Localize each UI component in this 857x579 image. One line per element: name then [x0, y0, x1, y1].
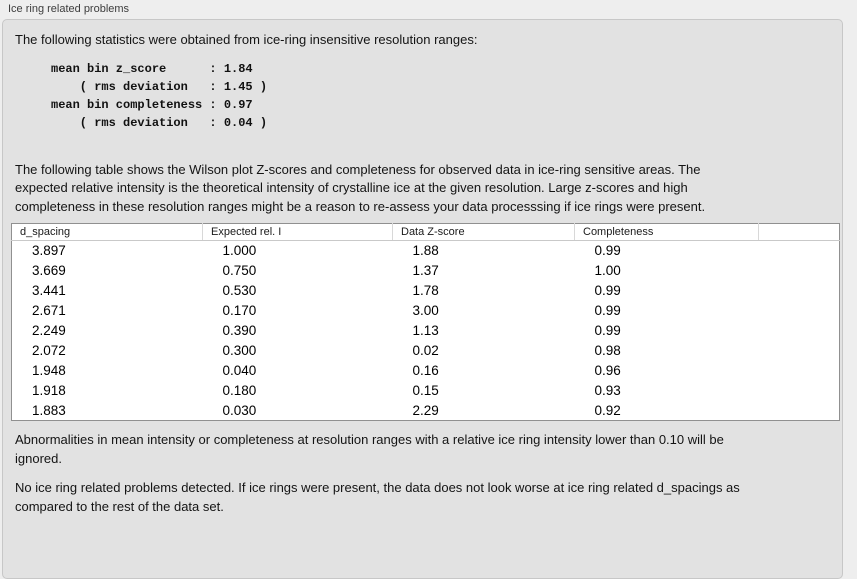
- cell-completeness: 1.00: [594, 263, 621, 278]
- cell-spacer: [759, 321, 840, 341]
- cell-completeness: 0.99: [594, 283, 621, 298]
- stat-mean-bin-completeness: mean bin completeness : 0.97: [51, 97, 253, 112]
- ice-ring-table: [11, 223, 840, 421]
- note-conclusion: No ice ring related problems detected. If ice rings were present, the data does not look worse at ice ring related d_spacings as compared to the rest of the data set.: [15, 480, 740, 514]
- cell-d-spacing: 1.918: [32, 383, 66, 398]
- cell-completeness: 0.99: [594, 323, 621, 338]
- table-row[interactable]: [12, 341, 840, 361]
- stat-completeness-rms-deviation: ( rms deviation : 0.04 ): [51, 115, 268, 130]
- table-row[interactable]: [12, 361, 840, 381]
- cell-spacer: [759, 361, 840, 381]
- cell-expected-rel-i: 0.390: [222, 323, 257, 338]
- ice-ring-panel: [2, 19, 843, 579]
- cell-expected-rel-i: 0.180: [222, 383, 257, 398]
- cell-data-z-score: 0.02: [412, 343, 439, 358]
- cell-expected-rel-i: 0.040: [222, 363, 257, 378]
- cell-data-z-score: 0.16: [412, 363, 439, 378]
- cell-spacer: [759, 401, 840, 421]
- table-description: The following table shows the Wilson plot Z-scores and completeness for observed data in ice-ring sensitive areas. The expected relative intensity is the theoretical intensity of crystalline ice at the given resolution. Large z-scores and high completeness in these resolution ranges might be a reason to re-assess your data processsing if ice rings were present.: [15, 161, 706, 214]
- cell-completeness: 0.98: [594, 343, 621, 358]
- column-header-d-spacing[interactable]: d_spacing: [12, 224, 203, 241]
- cell-data-z-score: 1.78: [412, 283, 439, 298]
- stat-z-score-rms-deviation: ( rms deviation : 1.45 ): [51, 79, 268, 94]
- cell-d-spacing: 3.669: [32, 263, 66, 278]
- cell-d-spacing: 2.671: [32, 303, 66, 318]
- cell-data-z-score: 0.15: [412, 383, 439, 398]
- column-header-spacer: [759, 224, 840, 241]
- cell-data-z-score: 1.37: [412, 263, 439, 278]
- table-row[interactable]: [12, 281, 840, 301]
- cell-spacer: [759, 381, 840, 401]
- cell-expected-rel-i: 0.030: [222, 402, 257, 418]
- cell-spacer: [759, 241, 840, 261]
- cell-completeness: 0.99: [594, 303, 621, 318]
- cell-d-spacing: 1.948: [32, 363, 66, 378]
- cell-data-z-score: 2.29: [412, 402, 439, 418]
- cell-data-z-score: 3.00: [412, 303, 439, 318]
- stats-block: [51, 60, 830, 132]
- panel-title: Ice ring related problems: [8, 3, 130, 15]
- cell-completeness: 0.96: [594, 363, 621, 378]
- column-header-completeness[interactable]: Completeness: [575, 224, 759, 241]
- cell-d-spacing: 3.897: [32, 243, 66, 259]
- cell-d-spacing: 3.441: [32, 283, 66, 298]
- cell-d-spacing: 2.249: [32, 323, 66, 338]
- table-row[interactable]: [12, 321, 840, 341]
- cell-d-spacing: 1.883: [32, 402, 66, 418]
- cell-d-spacing: 2.072: [32, 343, 66, 358]
- note-abnormalities: Abnormalities in mean intensity or completeness at resolution ranges with a relative ice ring intensity lower than 0.10 will be ignored.: [15, 432, 724, 466]
- cell-spacer: [759, 281, 840, 301]
- table-row[interactable]: [12, 241, 840, 261]
- intro-text: The following statistics were obtained from ice-ring insensitive resolution ranges:: [15, 32, 478, 47]
- cell-expected-rel-i: 0.750: [222, 263, 257, 278]
- cell-expected-rel-i: 0.300: [222, 343, 257, 358]
- stat-mean-bin-z-score: mean bin z_score : 1.84: [51, 61, 253, 76]
- cell-spacer: [759, 341, 840, 361]
- cell-spacer: [759, 261, 840, 281]
- cell-expected-rel-i: 0.530: [222, 283, 257, 298]
- cell-completeness: 0.93: [594, 383, 621, 398]
- cell-completeness: 0.99: [594, 243, 621, 259]
- column-header-expected-rel-i[interactable]: Expected rel. I: [203, 224, 393, 241]
- cell-data-z-score: 1.13: [412, 323, 439, 338]
- cell-expected-rel-i: 1.000: [222, 243, 257, 259]
- table-row[interactable]: [12, 401, 840, 421]
- cell-spacer: [759, 301, 840, 321]
- cell-expected-rel-i: 0.170: [222, 303, 257, 318]
- cell-data-z-score: 1.88: [412, 243, 439, 259]
- table-header: [12, 224, 840, 241]
- column-header-data-z-score[interactable]: Data Z-score: [393, 224, 575, 241]
- table-row[interactable]: [12, 381, 840, 401]
- table-row[interactable]: [12, 261, 840, 281]
- cell-completeness: 0.92: [594, 402, 621, 418]
- table-row[interactable]: [12, 301, 840, 321]
